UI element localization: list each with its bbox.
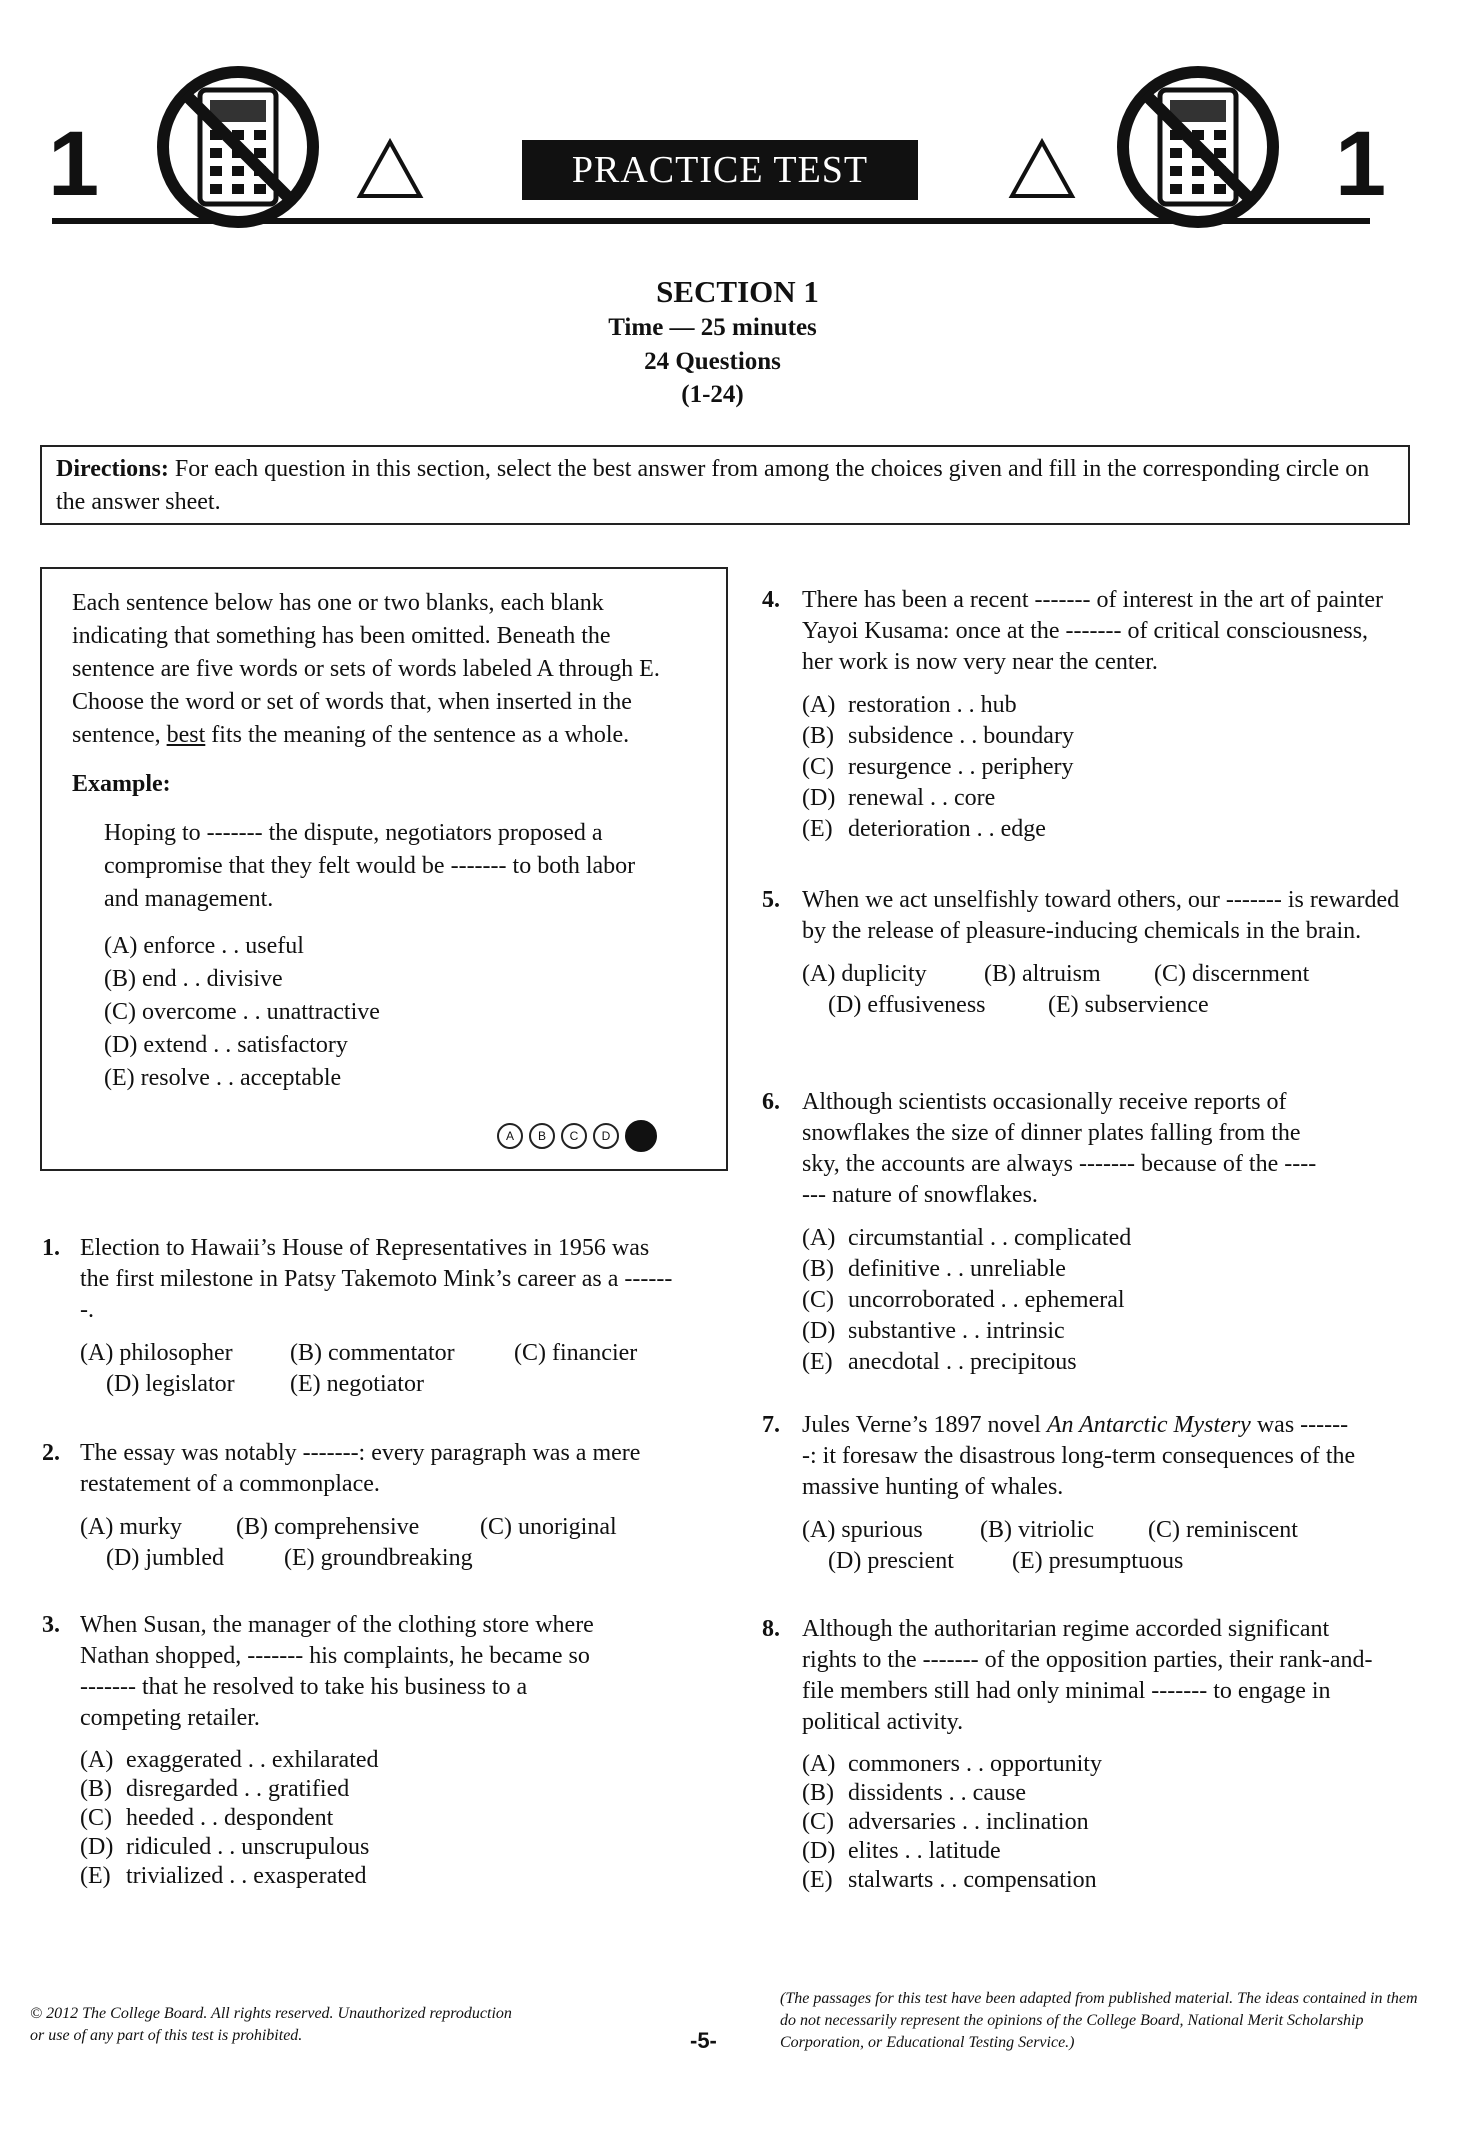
choice-b: (B) altruism: [984, 961, 1101, 987]
question-6: [762, 1087, 1402, 1378]
question-7: [762, 1410, 1402, 1577]
choice-e: [802, 814, 1402, 845]
question-choices: [802, 1750, 1402, 1895]
no-calculator-icon: [1108, 62, 1288, 232]
question-text: Election to Hawaii’s House of Representatives in 1956 was the first milestone in Patsy Takemoto Mink’s career as a -------.: [80, 1235, 673, 1323]
answer-bubble: C: [561, 1123, 587, 1149]
choice-d: [802, 1837, 1402, 1866]
section-question-range: (1-24): [681, 381, 744, 408]
question-choices: [80, 1512, 682, 1574]
no-calculator-icon: [148, 62, 328, 232]
choice-b: [802, 1779, 1402, 1808]
question-choices: [802, 690, 1402, 845]
question-text-part: Jules Verne’s 1897 novel: [802, 1412, 1047, 1438]
choice-text: anecdotal . . precipitous: [848, 1349, 1077, 1375]
choice-letter: (D): [802, 1318, 836, 1344]
choice-letter: (E): [802, 816, 833, 842]
question-text: Although the authoritarian regime accorded significant rights to the ------- of the opposition parties, their rank-and-file members still had only minimal ------- to engage in political activity.: [802, 1616, 1373, 1735]
question-number: 8.: [762, 1616, 780, 1642]
choice-text: definitive . . unreliable: [848, 1256, 1066, 1282]
choice-letter: (E): [802, 1349, 833, 1375]
choice-letter: (B): [80, 1776, 112, 1802]
choice-b: (B) comprehensive: [236, 1514, 420, 1540]
question-choices: [80, 1338, 682, 1400]
choice-text: substantive . . intrinsic: [848, 1318, 1065, 1344]
choice-text: dissidents . . cause: [848, 1780, 1026, 1806]
question-number: 4.: [762, 587, 780, 613]
choice-letter: (A): [802, 1751, 836, 1777]
triangle-icon: [1008, 138, 1076, 200]
choice-e: [80, 1862, 602, 1891]
example-choice: (A) enforce . . useful: [104, 933, 304, 959]
choice-c: [80, 1804, 602, 1833]
choice-d: [802, 1316, 1402, 1347]
choice-d: (D) jumbled: [106, 1545, 224, 1571]
choice-text: stalwarts . . compensation: [848, 1867, 1097, 1893]
choice-text: heeded . . despondent: [126, 1805, 334, 1831]
choice-b: (B) vitriolic: [980, 1517, 1094, 1543]
choice-a: (A) spurious: [802, 1517, 923, 1543]
choice-text: subsidence . . boundary: [848, 723, 1074, 749]
choice-letter: (C): [802, 1809, 834, 1835]
choice-letter: (E): [802, 1867, 833, 1893]
choice-letter: (E): [80, 1863, 111, 1889]
choice-c: (C) unoriginal: [480, 1514, 617, 1540]
directions-box: [40, 445, 1410, 525]
choice-a: (A) murky: [80, 1514, 182, 1540]
example-sentence: Hoping to ------- the dispute, negotiators proposed a compromise that they felt would be ------- to both labor and management.: [104, 820, 636, 912]
example-answer-bubbles: [497, 1119, 663, 1152]
adaptation-note: (The passages for this test have been adapted from published material. The ideas contained in them do not necessarily represent the opinions of the College Board, National Merit Scholarship Corporation, or Educational Testing Service.): [780, 1990, 1418, 2051]
question-text: The essay was notably -------: every paragraph was a mere restatement of a commonplace.: [80, 1440, 641, 1497]
question-2: [42, 1438, 682, 1574]
choice-e: (E) groundbreaking: [284, 1545, 473, 1571]
choice-letter: (A): [802, 1225, 836, 1251]
page-number: -5-: [690, 2028, 717, 2053]
answer-bubble: D: [593, 1123, 619, 1149]
choice-letter: (C): [802, 754, 834, 780]
choice-a: [802, 1223, 1402, 1254]
choice-letter: (C): [80, 1805, 112, 1831]
question-choices: [80, 1746, 602, 1891]
header-rule: [52, 218, 1370, 224]
directions-label: Directions:: [56, 456, 169, 482]
question-text: [802, 1410, 1362, 1503]
choice-text: adversaries . . inclination: [848, 1809, 1089, 1835]
choice-c: (C) reminiscent: [1148, 1517, 1298, 1543]
question-number: 2.: [42, 1440, 60, 1466]
choice-letter: (B): [802, 1780, 834, 1806]
choice-a: [802, 1750, 1402, 1779]
choice-text: uncorroborated . . ephemeral: [848, 1287, 1125, 1313]
choice-c: (C) financier: [514, 1340, 638, 1366]
choice-a: (A) duplicity: [802, 961, 927, 987]
choice-letter: (A): [80, 1747, 114, 1773]
question-4: [762, 585, 1402, 845]
section-question-count: 24 Questions: [644, 348, 781, 375]
choice-letter: (D): [802, 1838, 836, 1864]
instructions-text: [72, 587, 672, 752]
triangle-icon: [356, 138, 424, 200]
choice-c: (C) discernment: [1154, 961, 1310, 987]
choice-text: trivialized . . exasperated: [126, 1863, 367, 1889]
section-number-right: 1: [1335, 113, 1387, 215]
example-choice: (B) end . . divisive: [104, 966, 283, 992]
choice-e: (E) presumptuous: [1012, 1548, 1184, 1574]
choice-text: commoners . . opportunity: [848, 1751, 1102, 1777]
choice-e: (E) negotiator: [290, 1371, 424, 1397]
choice-b: [802, 1254, 1402, 1285]
question-text: When we act unselfishly toward others, our ------- is rewarded by the release of pleasure-inducing chemicals in the brain.: [802, 887, 1400, 944]
question-number: 1.: [42, 1235, 60, 1261]
instructions-emphasis: best: [166, 722, 206, 748]
choice-letter: (A): [802, 692, 836, 718]
choice-b: [80, 1775, 602, 1804]
section-number-left: 1: [48, 113, 100, 215]
copyright-notice: © 2012 The College Board. All rights reserved. Unauthorized reproduction or use of any part of this test is prohibited.: [30, 2005, 512, 2044]
question-5: [762, 885, 1402, 1021]
choice-d: (D) effusiveness: [828, 992, 986, 1018]
section-title: SECTION 1: [656, 274, 819, 309]
choice-c: [802, 752, 1402, 783]
choice-a: [802, 690, 1402, 721]
instructions-text-part: fits the meaning of the sentence as a whole.: [205, 722, 630, 748]
choice-a: (A) philosopher: [80, 1340, 233, 1366]
question-number: 5.: [762, 887, 780, 913]
choice-d: (D) prescient: [828, 1548, 954, 1574]
example-choice: (D) extend . . satisfactory: [104, 1032, 348, 1058]
choice-e: [802, 1866, 1402, 1895]
answer-bubble: B: [529, 1123, 555, 1149]
choice-text: exaggerated . . exhilarated: [126, 1747, 379, 1773]
choice-e: [802, 1347, 1402, 1378]
choice-text: deterioration . . edge: [848, 816, 1046, 842]
choice-text: disregarded . . gratified: [126, 1776, 350, 1802]
practice-test-banner: PRACTICE TEST: [522, 140, 918, 200]
example-choice: (E) resolve . . acceptable: [104, 1065, 342, 1091]
choice-letter: (D): [80, 1834, 114, 1860]
question-choices: [802, 959, 1402, 1021]
choice-d: (D) legislator: [106, 1371, 235, 1397]
question-8: [762, 1614, 1402, 1895]
choice-text: circumstantial . . complicated: [848, 1225, 1132, 1251]
question-1: [42, 1233, 682, 1400]
question-choices: [802, 1223, 1402, 1378]
choice-text: resurgence . . periphery: [848, 754, 1074, 780]
choice-letter: (B): [802, 1256, 834, 1282]
choice-text: restoration . . hub: [848, 692, 1017, 718]
question-3: [42, 1610, 602, 1891]
question-choices: [802, 1515, 1402, 1577]
instructions-text-part: Each sentence below has one or two blanks, each blank indicating that something has been omitted. Beneath the sentence are five words or sets of words labeled A through E. Choose the word or set of words that, when inserted in the sentence,: [72, 590, 660, 748]
example-choice: (C) overcome . . unattractive: [104, 999, 380, 1025]
question-number: 7.: [762, 1412, 780, 1438]
answer-bubble: A: [497, 1123, 523, 1149]
question-text: When Susan, the manager of the clothing store where Nathan shopped, ------- his complaints, he became so ------- that he resolved to take his business to a competing retailer.: [80, 1612, 594, 1731]
example-choices: [104, 930, 696, 1095]
choice-a: [80, 1746, 602, 1775]
directions-text: For each question in this section, select the best answer from among the choices given and fill in the corresponding circle on the answer sheet.: [56, 456, 1370, 515]
choice-e: (E) subservience: [1048, 992, 1209, 1018]
instructions-box: [40, 567, 728, 1171]
choice-d: [80, 1833, 602, 1862]
question-text: Although scientists occasionally receive reports of snowflakes the size of dinner plates falling from the sky, the accounts are always ------- because of the ------- nature of snowflakes.: [802, 1089, 1317, 1208]
example-label: Example:: [72, 771, 171, 797]
choice-letter: (D): [802, 785, 836, 811]
question-number: 6.: [762, 1089, 780, 1115]
choice-text: ridiculed . . unscrupulous: [126, 1834, 370, 1860]
question-number: 3.: [42, 1612, 60, 1638]
choice-text: renewal . . core: [848, 785, 996, 811]
choice-b: [802, 721, 1402, 752]
question-text-part: was -------: it foresaw the disastrous long-term consequences of the massive hunting of whales.: [802, 1412, 1356, 1500]
choice-b: (B) commentator: [290, 1340, 455, 1366]
choice-d: [802, 783, 1402, 814]
choice-text: elites . . latitude: [848, 1838, 1001, 1864]
novel-title: An Antarctic Mystery: [1046, 1412, 1251, 1438]
section-time: Time — 25 minutes: [608, 314, 817, 341]
choice-c: [802, 1285, 1402, 1316]
question-text: There has been a recent ------- of interest in the art of painter Yayoi Kusama: once at the ------- of critical consciousness, her work is now very near the center.: [802, 587, 1384, 675]
choice-c: [802, 1808, 1402, 1837]
choice-letter: (B): [802, 723, 834, 749]
answer-bubble-filled: [625, 1120, 657, 1152]
choice-letter: (C): [802, 1287, 834, 1313]
